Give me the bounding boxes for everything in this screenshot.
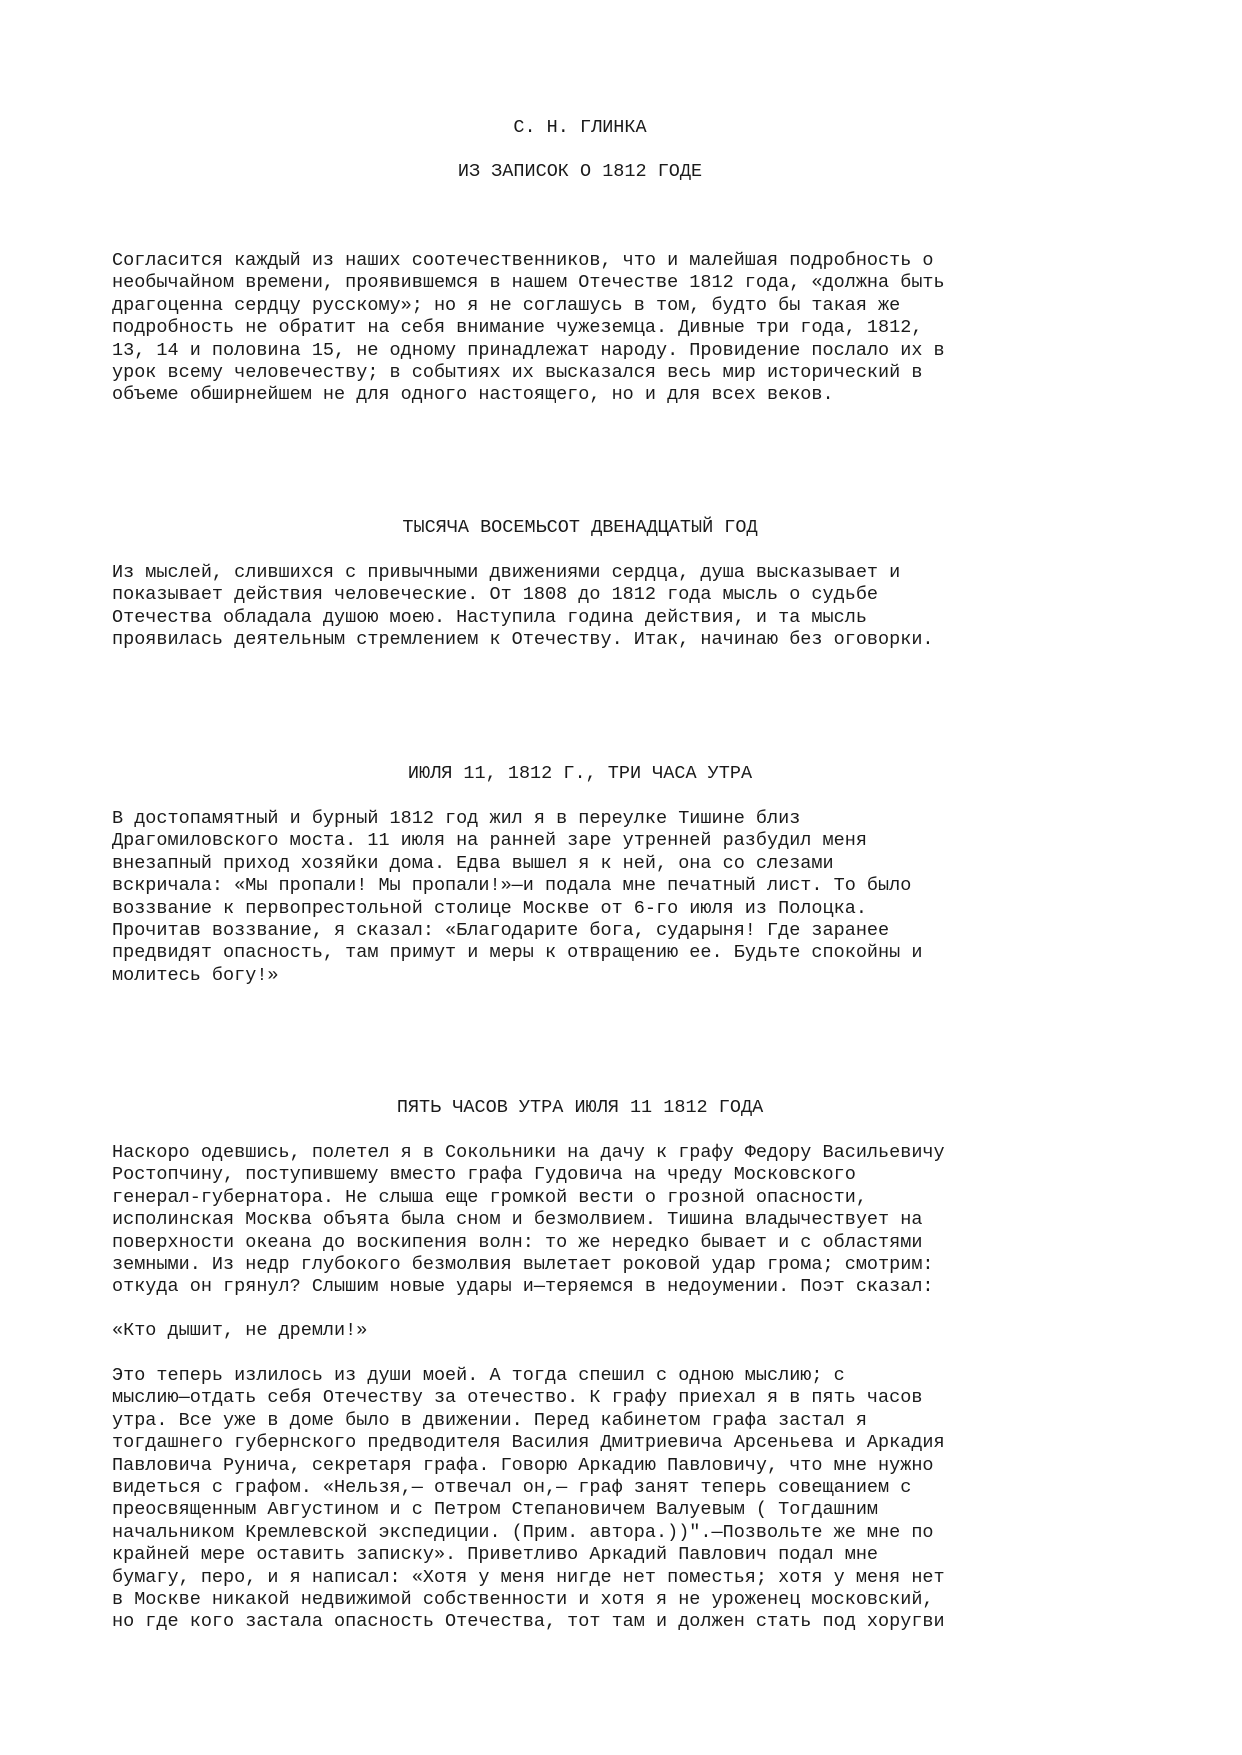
text-line: начальником Кремлевской экспедиции. (Прим. автора.))".—Позвольте же мне по: [112, 1521, 934, 1543]
text-line: воззвание к первопрестольной столице Москве от 6-го июля из Полоцка.: [112, 897, 867, 919]
document-title: ИЗ ЗАПИСОК О 1812 ГОДЕ: [457, 161, 703, 182]
text-line: объеме обширнейшем не для одного настоящего, но и для всех веков.: [112, 384, 834, 406]
text-line: утра. Все уже в доме было в движении. Перед кабинетом графа застал я: [112, 1409, 867, 1431]
text-line: Ростопчину, поступившему вместо графа Гудовича на чреду Московского: [112, 1164, 856, 1186]
text-line: Прочитав воззвание, я сказал: «Благодарите бога, сударыня! Где заранее: [112, 919, 890, 941]
text-line: земными. Из недр глубокого безмолвия вылетает роковой удар грома; смотрим:: [112, 1253, 934, 1275]
text-line: тогдашнего губернского предводителя Василия Дмитриевича Арсеньева и Аркадия: [112, 1432, 945, 1454]
text-line: проявилась деятельным стремлением к Отечеству. Итак, начинаю без оговорки.: [112, 629, 934, 651]
text-line: В достопамятный и бурный 1812 год жил я в переулке Тишине близ: [112, 808, 801, 829]
text-line: в Москве никакой недвижимой собственности и хотя я не уроженец московский,: [112, 1588, 934, 1610]
section3-paragraph-1: [112, 1142, 1232, 1299]
text-line: поверхности океана до воскипения волн: то же нередко бывает и с областями: [112, 1231, 923, 1253]
section1-paragraph: [112, 562, 1232, 652]
quote-line: «Кто дышит, не дремли!»: [112, 1320, 368, 1341]
text-line: вскричала: «Мы пропали! Мы пропали!»—и подала мне печатный лист. То было: [112, 875, 912, 897]
text-line: Согласится каждый из наших соотечественников, что и малейшая подробность о: [112, 250, 934, 271]
text-line: показывает действия человеческие. От 1808 до 1812 года мысль о судьбе: [112, 584, 879, 606]
text-line: крайней мере оставить записку». Приветливо Аркадий Павлович подал мне: [112, 1544, 879, 1566]
poet-quote: [112, 1320, 1232, 1342]
text-line: но где кого застала опасность Отечества, тот там и должен стать под хоругви: [112, 1611, 945, 1633]
section-heading-1812: ТЫСЯЧА ВОСЕМЬСОТ ДВЕНАДЦАТЫЙ ГОД: [402, 517, 758, 538]
text-line: бумагу, перо, и я написал: «Хотя у меня нигде нет поместья; хотя у меня нет: [112, 1566, 945, 1588]
text-line: подробность не обратит на себя внимание чужеземца. Дивные три года, 1812,: [112, 317, 923, 339]
text-line: внезапный приход хозяйки дома. Едва вышел я к ней, она со слезами: [112, 852, 834, 874]
text-line: урок всему человечеству; в событиях их высказался весь мир исторический в: [112, 361, 923, 383]
text-line: видеться с графом. «Нельзя,— отвечал он,— граф занят теперь совещанием с: [112, 1476, 912, 1498]
text-line: Отечества обладала душою моею. Наступила година действия, и та мысль: [112, 606, 867, 628]
section3-paragraph-2: [112, 1365, 1232, 1634]
text-line: Из мыслей, слившихся с привычными движениями сердца, душа высказывает и: [112, 562, 901, 583]
intro-paragraph: [112, 250, 1232, 407]
text-line: генерал-губернатора. Не слыша еще громкой вести о грозной опасности,: [112, 1186, 867, 1208]
author-heading: С. Н. ГЛИНКА: [513, 117, 647, 138]
text-line: Это теперь излилось из души моей. А тогда спешил с одною мыслию; с: [112, 1365, 845, 1386]
section-heading-july-11-three: ИЮЛЯ 11, 1812 Г., ТРИ ЧАСА УТРА: [407, 763, 753, 784]
section-heading-five-am: ПЯТЬ ЧАСОВ УТРА ИЮЛЯ 11 1812 ГОДА: [396, 1097, 764, 1118]
text-line: мыслию—отдать себя Отечеству за отечество. К графу приехал я в пять часов: [112, 1387, 923, 1409]
text-line: Павловича Рунича, секретаря графа. Говорю Аркадию Павловичу, что мне нужно: [112, 1454, 934, 1476]
text-line: Драгомиловского моста. 11 июля на ранней заре утренней разбудил меня: [112, 830, 867, 852]
text-line: драгоценна сердцу русскому»; но я не соглашусь в том, будто бы такая же: [112, 294, 901, 316]
text-line: преосвященным Августином и с Петром Степановичем Валуевым ( Тогдашним: [112, 1499, 879, 1521]
text-line: молитесь богу!»: [112, 964, 279, 986]
text-line: Наскоро одевшись, полетел я в Сокольники на дачу к графу Федору Васильевичу: [112, 1142, 945, 1163]
text-line: необычайном времени, проявившемся в нашем Отечестве 1812 года, «должна быть: [112, 272, 945, 294]
section2-paragraph: [112, 808, 1232, 987]
text-line: откуда он грянул? Слышим новые удары и—теряемся в недоумении. Поэт сказал:: [112, 1276, 934, 1298]
text-line: исполинская Москва объята была сном и безмолвием. Тишина владычествует на: [112, 1209, 923, 1231]
text-line: предвидят опасность, там примут и меры к отвращению ее. Будьте спокойны и: [112, 942, 923, 964]
text-line: 13, 14 и половина 15, не одному принадлежат народу. Провидение послало их в: [112, 339, 945, 361]
